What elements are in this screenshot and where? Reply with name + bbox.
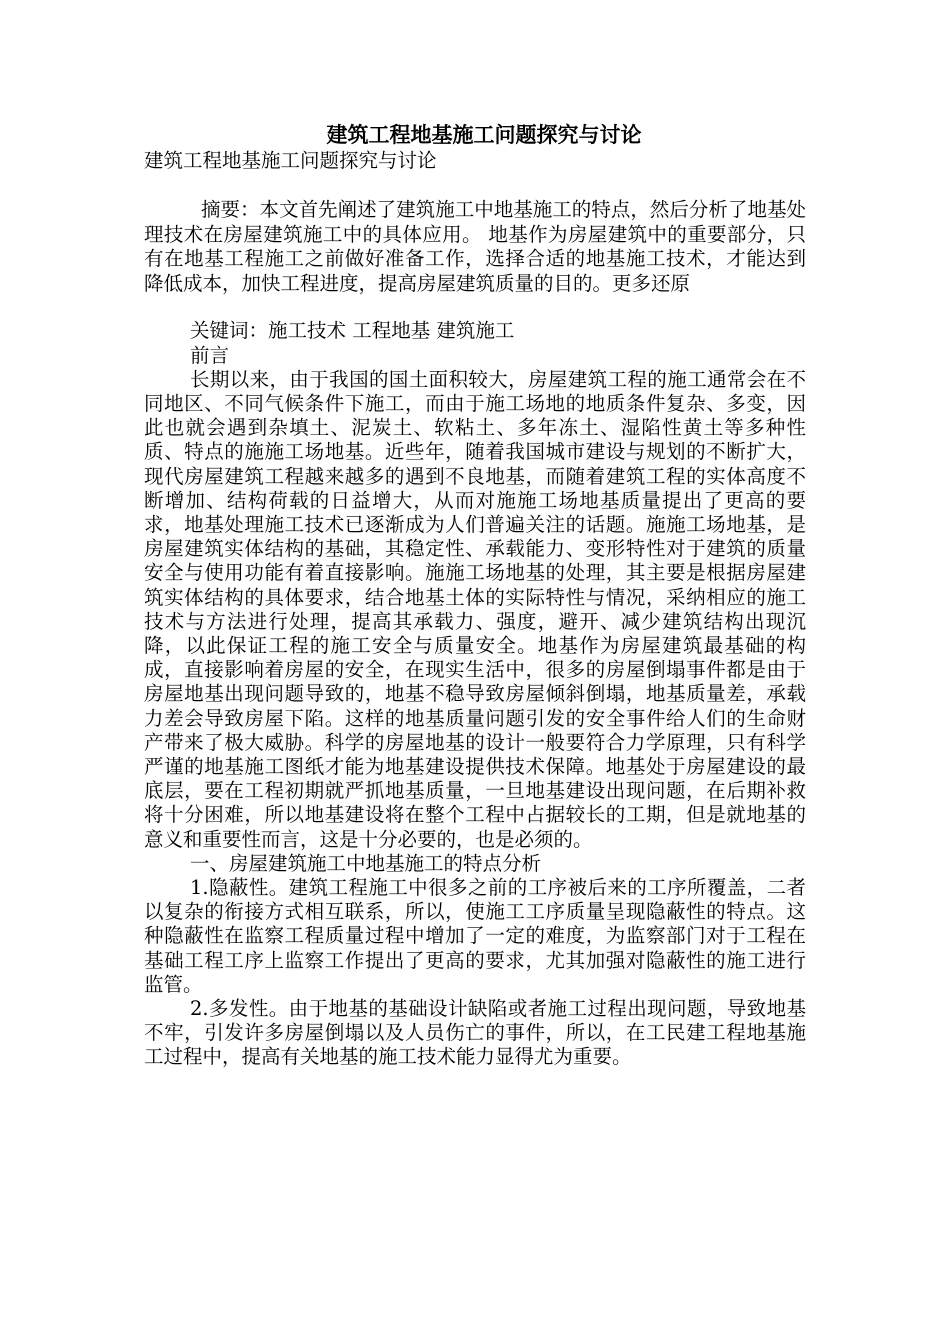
- abstract-paragraph: 摘要：本文首先阐述了建筑施工中地基施工的特点，然后分析了地基处理技术在房屋建筑施工中的具体应用。 地基作为房屋建筑中的重要部分，只有在地基工程施工之前做好准备工作，选择合适的地基施工技术，才能达到降低成本，加快工程进度，提高房屋建筑质量的目的。更多还原: [144, 198, 806, 295]
- document-subtitle: 建筑工程地基施工问题探究与讨论: [144, 149, 437, 172]
- document-title: 建筑工程地基施工问题探究与讨论: [326, 122, 642, 147]
- point-frequency: 2.多发性。由于地基的基础设计缺陷或者施工过程出现问题，导致地基不牢，引发许多房屋倒塌以及人员伤亡的事件，所以，在工民建工程地基施工过程中，提高有关地基的施工技术能力显得尤为重要。: [144, 997, 806, 1069]
- document-page: [144, 122, 806, 1070]
- preface-paragraph: 长期以来，由于我国的国土面积较大，房屋建筑工程的施工通常会在不同地区、不同气候条件下施工，而由于施工场地的地质条件复杂、多变，因此也就会遇到杂填土、泥炭土、软粘土、多年冻土、湿陷性黄土等多种性质、特点的施施工场地基。近些年，随着我国城市建设与规划的不断扩大，现代房屋建筑工程越来越多的遇到不良地基，而随着建筑工程的实体高度不断增加、结构荷载的日益增大，从而对施施工场地基质量提出了更高的要求，地基处理施工技术已逐渐成为人们普遍关注的话题。施施工场地基，是房屋建筑实体结构的基础，其稳定性、承载能力、变形特性对于建筑的质量安全与使用功能有着直接影响。施施工场地基的处理，其主要是根据房屋建筑实体结构的具体要求，结合地基土体的实际特性与情况，采纳相应的施工技术与方法进行处理，提高其承载力、强度，避开、减少建筑结构出现沉降，以此保证工程的施工安全与质量安全。地基作为房屋建筑最基础的构成，直接影响着房屋的安全，在现实生活中，很多的房屋倒塌事件都是由于房屋地基出现问题导致的，地基不稳导致房屋倾斜倒塌，地基质量差，承载力差会导致房屋下陷。这样的地基质量问题引发的安全事件给人们的生命财产带来了极大威胁。科学的房屋地基的设计一般要符合力学原理，只有科学严谨的地基施工图纸才能为地基建设提供技术保障。地基处于房屋建设的最底层，要在工程初期就严抓地基质量，一旦地基建设出现问题，在后期补救将十分困难，所以地基建设将在整个工程中占据较长的工期，但是就地基的意义和重要性而言，这是十分必要的，也是必须的。: [144, 367, 806, 851]
- section-heading: 一、房屋建筑施工中地基施工的特点分析: [190, 851, 542, 875]
- keywords-line: 关键词：施工技术 工程地基 建筑施工: [190, 319, 515, 343]
- point-concealment: 1.隐蔽性。建筑工程施工中很多之前的工序被后来的工序所覆盖，二者以复杂的衔接方式相互联系，所以，使施工工序质量呈现隐蔽性的特点。这种隐蔽性在监察工程质量过程中增加了一定的难度，为监察部门对于工程在基础工程工序上监察工作提出了更高的要求，尤其加强对隐蔽性的施工进行监管。: [144, 876, 806, 996]
- preface-heading: 前言: [190, 343, 230, 367]
